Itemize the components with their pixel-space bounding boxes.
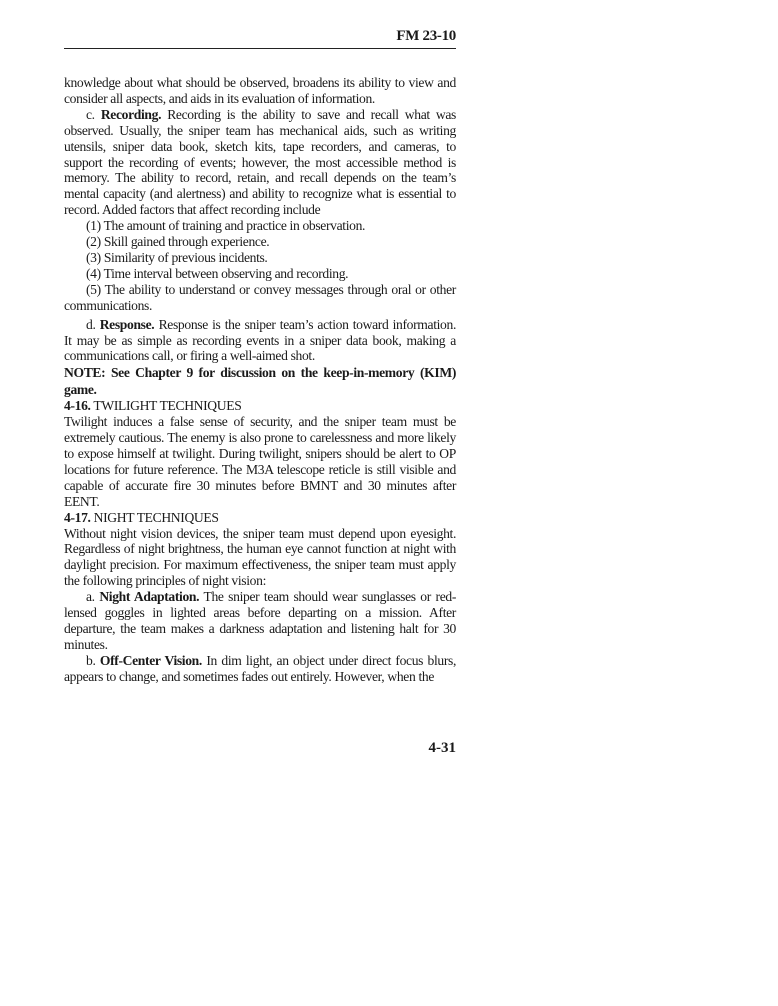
off-center-vision-paragraph: [64, 653, 456, 685]
body-text: [64, 75, 456, 685]
off-center-prefix: b.: [86, 652, 100, 668]
factor-item: (1) The amount of training and practice in observation.: [86, 218, 366, 234]
factor-item: (5) The ability to understand or convey messages through oral or other communications.: [64, 281, 456, 313]
recording-paragraph: [64, 107, 456, 218]
section-title: TWILIGHT TECHNIQUES: [90, 398, 242, 414]
night-adaptation-text: The sniper team should wear sunglasses or red-lensed goggles in lighted areas before departing on a mission. After departure, the team makes a darkness adaptation and listening halt for 30 minutes.: [64, 589, 457, 652]
recording-text: Recording is the ability to save and recall what was observed. Usually, the sniper team has mechanical aids, such as writing utensils, sniper data book, sketch kits, tape recorders, and cameras, to support the recording of events; however, the most accessible method is memory. The ability to record, retain, and recall depends on the team’s mental capacity (and alertness) and ability to recognize what is essential to record. Added factors that affect recording include: [64, 106, 456, 218]
off-center-text: In dim light, an object under direct focus blurs, appears to change, and sometimes fades out entirely. However, when the: [64, 652, 456, 684]
recording-term: Recording.: [100, 106, 162, 122]
response-paragraph: [64, 317, 456, 365]
manual-id: FM 23-10: [396, 28, 456, 44]
response-text: Response is the sniper team’s action toward information. It may be as simple as recording events in a sniper data book, making a communications call, or firing a well-aimed shot.: [64, 316, 456, 364]
factor-item: (3) Similarity of previous incidents.: [86, 249, 268, 265]
response-term: Response.: [99, 316, 155, 332]
page-number: 4-31: [428, 740, 456, 756]
continuation-paragraph: knowledge about what should be observed, broadens its ability to view and consider all aspects, and aids in its evaluation of information.: [64, 75, 456, 106]
section-heading-twilight: [64, 398, 456, 414]
factor-item: (2) Skill gained through experience.: [86, 234, 270, 250]
night-paragraph: Without night vision devices, the sniper team must depend upon eyesight. Regardless of night brightness, the human eye cannot function at night with daylight precision. For maximum effectiveness, the sniper team must apply the following principles of night vision:: [64, 525, 456, 589]
night-adaptation-prefix: a.: [86, 589, 100, 605]
response-prefix: d.: [86, 316, 100, 332]
night-adaptation-paragraph: [64, 589, 456, 653]
off-center-term: Off-Center Vision.: [99, 652, 202, 668]
note-callout: NOTE: See Chapter 9 for discussion on the keep-in-memory (KIM) game.: [64, 365, 456, 398]
page-header: [64, 28, 456, 49]
recording-prefix: c.: [86, 106, 101, 122]
section-number: 4-16.: [64, 398, 91, 414]
document-page: [64, 28, 456, 685]
section-title: NIGHT TECHNIQUES: [90, 509, 219, 525]
section-number: 4-17.: [64, 509, 91, 525]
night-adaptation-term: Night Adaptation.: [99, 589, 200, 605]
factor-item: (4) Time interval between observing and recording.: [86, 265, 349, 281]
twilight-paragraph: Twilight induces a false sense of security, and the sniper team must be extremely cautious. The enemy is also prone to carelessness and more likely to expose himself at twilight. During twilight, snipers should be alert to OP locations for future reference. The M3A telescope reticle is still visible and capable of accurate fire 30 minutes before BMNT and 30 minutes after EENT.: [64, 414, 456, 509]
section-heading-night: [64, 510, 456, 526]
